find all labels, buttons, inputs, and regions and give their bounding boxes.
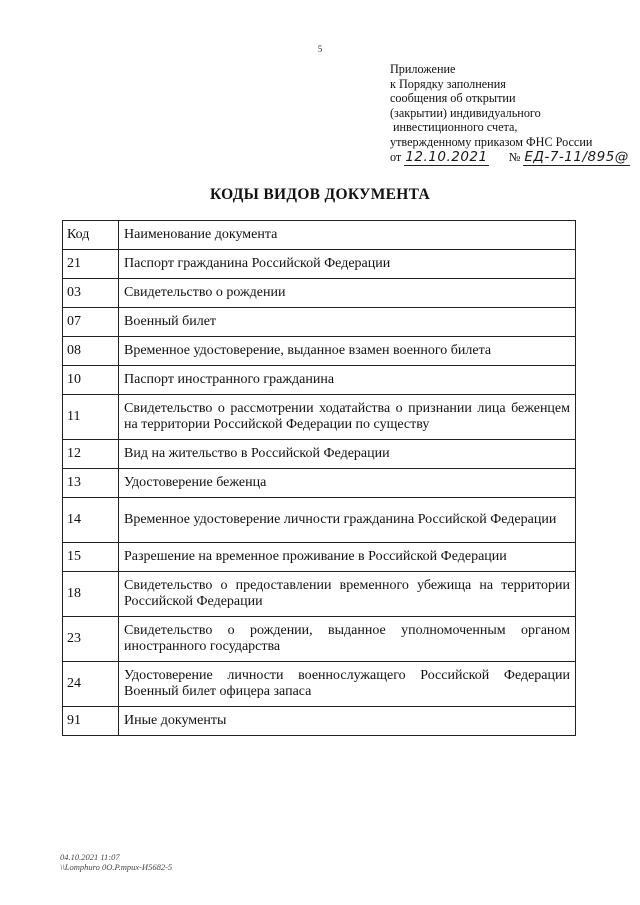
table-row bbox=[63, 440, 576, 469]
footer-timestamp: 04.10.2021 11:07 bbox=[60, 852, 120, 862]
appendix-line-6: утвержденному приказом ФНС России bbox=[390, 134, 593, 149]
order-from-label: от bbox=[390, 149, 402, 164]
appendix-line-2: к Порядку заполнения bbox=[390, 76, 506, 91]
header-name: Наименование документа bbox=[119, 221, 576, 250]
row-name: Свидетельство о рождении bbox=[119, 279, 576, 308]
footer-stamp bbox=[60, 852, 172, 872]
table-row bbox=[63, 337, 576, 366]
row-code: 18 bbox=[63, 572, 119, 617]
table-row bbox=[63, 469, 576, 498]
table-row bbox=[63, 279, 576, 308]
table-row bbox=[63, 617, 576, 662]
document-codes-table bbox=[62, 220, 576, 736]
appendix-block bbox=[390, 62, 630, 164]
table-row bbox=[63, 707, 576, 736]
row-code: 24 bbox=[63, 662, 119, 707]
appendix-line-3: сообщения об открытии bbox=[390, 91, 516, 106]
row-code: 14 bbox=[63, 498, 119, 543]
table-row bbox=[63, 395, 576, 440]
row-name: Паспорт иностранного гражданина bbox=[119, 366, 576, 395]
order-line bbox=[390, 150, 630, 165]
row-name: Свидетельство о предоставлении временного убежища на территории Российской Федерации bbox=[119, 572, 576, 617]
appendix-line-5: инвестиционного счета, bbox=[393, 120, 518, 135]
row-name: Временное удостоверение, выданное взамен военного билета bbox=[119, 337, 576, 366]
row-code: 10 bbox=[63, 366, 119, 395]
row-name: Вид на жительство в Российской Федерации bbox=[119, 440, 576, 469]
row-name: Свидетельство о рассмотрении ходатайства о признании лица беженцем на территории Российской Федерации по существу bbox=[119, 395, 576, 440]
row-code: 91 bbox=[63, 707, 119, 736]
page-number: 5 bbox=[317, 44, 323, 54]
order-number-label: № bbox=[508, 149, 521, 164]
header-code: Код bbox=[63, 221, 119, 250]
row-code: 23 bbox=[63, 617, 119, 662]
row-code: 08 bbox=[63, 337, 119, 366]
row-code: 13 bbox=[63, 469, 119, 498]
table-row bbox=[63, 662, 576, 707]
order-number: ЕД-7-11/895@ bbox=[524, 148, 629, 165]
row-name: Удостоверение личности военнослужащего Российской Федерации Военный билет офицера запаса bbox=[119, 662, 576, 707]
table-row bbox=[63, 308, 576, 337]
document-title: КОДЫ ВИДОВ ДОКУМЕНТА bbox=[209, 186, 431, 203]
table-row bbox=[63, 250, 576, 279]
table-row bbox=[63, 366, 576, 395]
row-code: 03 bbox=[63, 279, 119, 308]
row-code: 12 bbox=[63, 440, 119, 469]
appendix-line-4: (закрытии) индивидуального bbox=[390, 105, 541, 120]
table-row bbox=[63, 543, 576, 572]
row-name: Иные документы bbox=[119, 707, 576, 736]
row-name: Временное удостоверение личности гражданина Российской Федерации bbox=[119, 498, 576, 543]
row-code: 21 bbox=[63, 250, 119, 279]
row-name: Удостоверение беженца bbox=[119, 469, 576, 498]
footer-file-path: \\Lomphuro 0O.P.mpux-И5682-5 bbox=[60, 862, 173, 872]
row-code: 15 bbox=[63, 543, 119, 572]
appendix-line-1: Приложение bbox=[390, 62, 456, 76]
table-row bbox=[63, 572, 576, 617]
row-name: Военный билет bbox=[119, 308, 576, 337]
row-name: Свидетельство о рождении, выданное уполномоченным органом иностранного государства bbox=[119, 617, 576, 662]
table-header-row bbox=[63, 221, 576, 250]
row-name: Разрешение на временное проживание в Российской Федерации bbox=[119, 543, 576, 572]
row-name: Паспорт гражданина Российской Федерации bbox=[119, 250, 576, 279]
table-row bbox=[63, 498, 576, 543]
row-code: 11 bbox=[63, 395, 119, 440]
order-date: 12.10.2021 bbox=[405, 148, 488, 165]
row-code: 07 bbox=[63, 308, 119, 337]
